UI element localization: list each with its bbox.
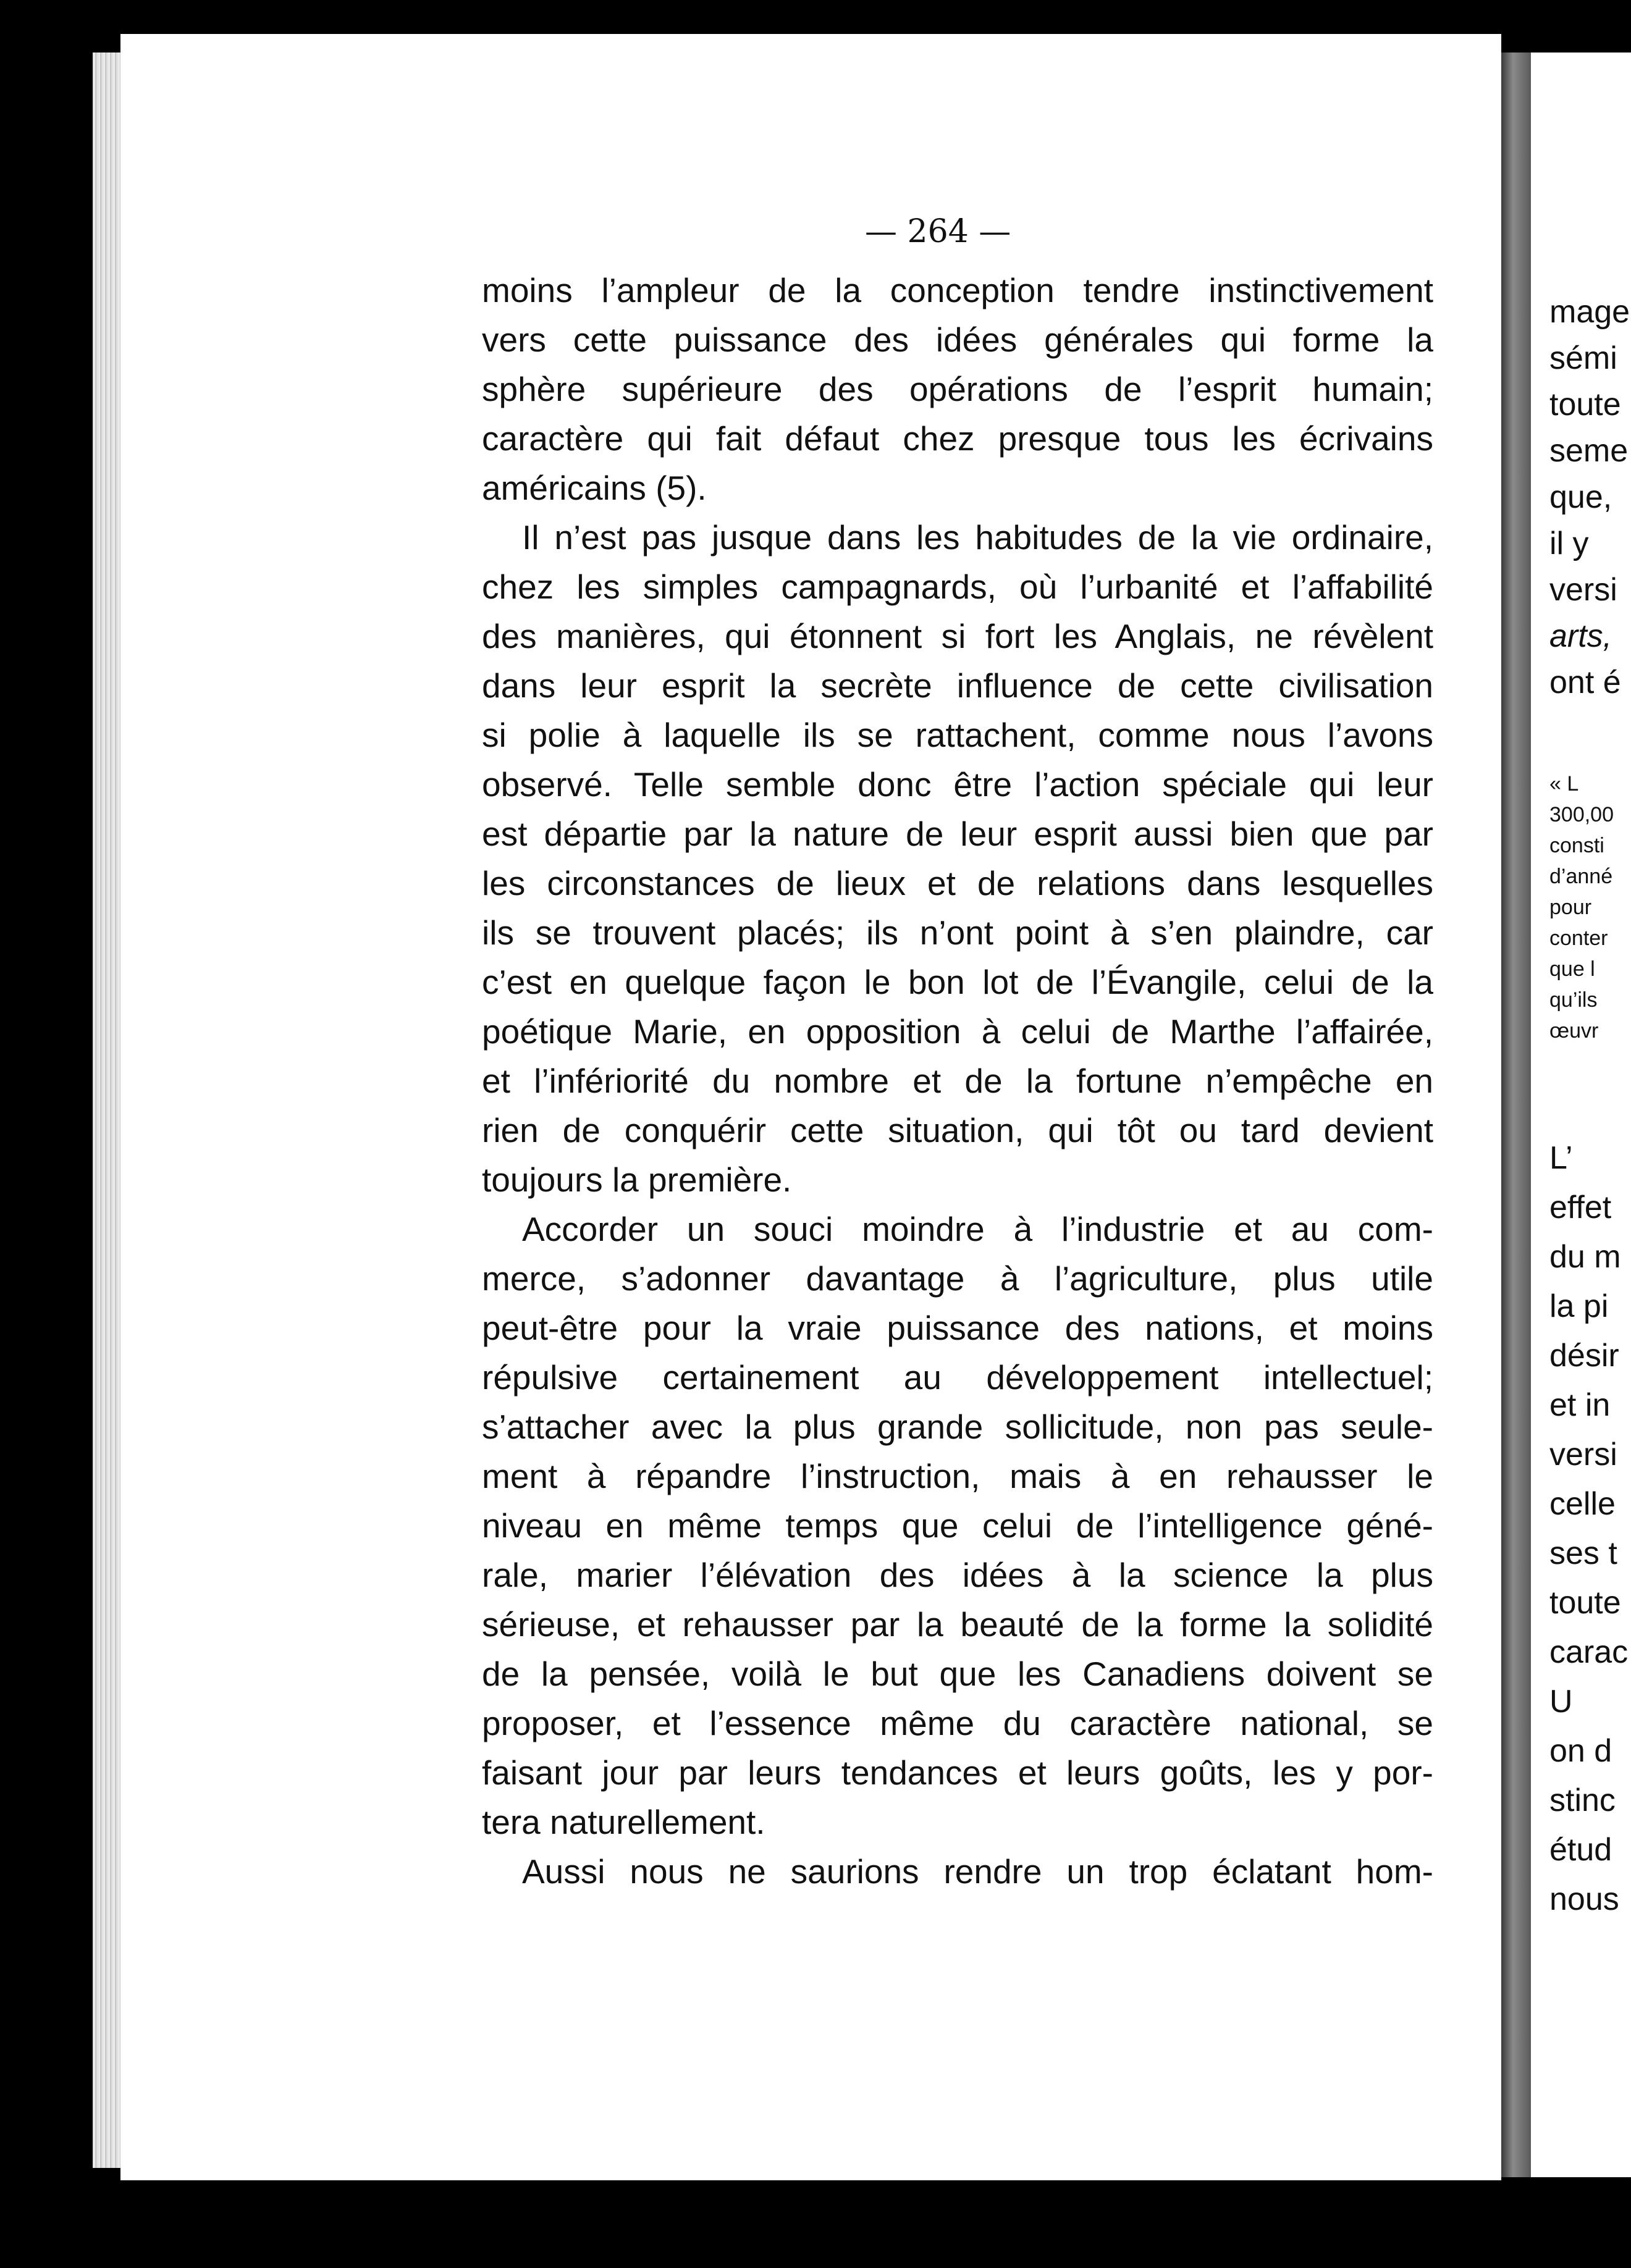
text-line: la pi: [1549, 1288, 1609, 1324]
text-line: répulsive certainement au développement intellectuel;: [482, 1358, 1433, 1396]
text-line: Il n’est pas jusque dans les habitudes de la vie ordinaire,: [522, 518, 1433, 556]
text-line: Accorder un souci moindre à l’industrie et au com-: [522, 1210, 1433, 1248]
book-gutter: [1501, 52, 1531, 2177]
text-line: rien de conquérir cette situation, qui tôt ou tard devient: [482, 1111, 1433, 1149]
text-line: de la pensée, voilà le but que les Canadiens doivent se: [482, 1655, 1433, 1693]
text-line: ont é: [1549, 665, 1621, 700]
text-line: carac: [1549, 1634, 1629, 1670]
text-line: merce, s’adonner davantage à l’agriculture, plus utile: [482, 1259, 1433, 1298]
text-line: si polie à laquelle ils se rattachent, comme nous l’avons: [482, 716, 1433, 754]
text-line: poétique Marie, en opposition à celui de Marthe l’affairée,: [482, 1012, 1433, 1051]
text-line: on d: [1549, 1733, 1612, 1769]
text-line: chez les simples campagnards, où l’urbanité et l’affabilité: [482, 568, 1433, 606]
text-line: vers cette puissance des idées générales qui forme la: [482, 321, 1433, 359]
footnote-line: d’anné: [1549, 865, 1613, 888]
text-line: est départie par la nature de leur esprit aussi bien que par: [482, 815, 1433, 853]
text-line: toujours la première.: [482, 1161, 792, 1199]
text-line: proposer, et l’essence même du caractère national, se: [482, 1704, 1433, 1742]
footnote-line: œuvr: [1549, 1019, 1599, 1043]
page-number: — 264 —: [865, 213, 1011, 250]
text-line: sérieuse, et rehausser par la beauté de la forme la solidité: [482, 1605, 1433, 1644]
text-line: seme: [1549, 433, 1629, 469]
text-line: toute: [1549, 1585, 1621, 1621]
text-line: arts,: [1549, 618, 1612, 654]
text-line: versi: [1549, 572, 1617, 608]
text-line: rale, marier l’élévation des idées à la science la plus: [482, 1556, 1433, 1594]
text-line: et l’infériorité du nombre et de la fortune n’empêche en: [482, 1062, 1433, 1100]
text-line: c’est en quelque façon le bon lot de l’Évangile, celui de la: [482, 963, 1433, 1001]
footnote-line: pour: [1549, 896, 1592, 919]
text-line: ils se trouvent placés; ils n’ont point à s’en plaindre, car: [482, 914, 1433, 952]
footnote-line: conter: [1549, 926, 1608, 950]
text-line: tera naturellement.: [482, 1803, 765, 1841]
text-line: désir: [1549, 1338, 1619, 1374]
text-line: nous: [1549, 1881, 1619, 1917]
text-line: sémi: [1549, 340, 1617, 376]
footnote-line: que l: [1549, 957, 1595, 981]
text-line: mage: [1549, 294, 1630, 330]
text-line: U: [1549, 1684, 1573, 1720]
text-line: Aussi nous ne saurions rendre un trop éclatant hom-: [522, 1852, 1433, 1891]
text-line: que,: [1549, 479, 1612, 515]
text-line: L’: [1549, 1140, 1573, 1176]
text-line: caractère qui fait défaut chez presque tous les écrivains: [482, 419, 1433, 458]
text-line: stinc: [1549, 1783, 1616, 1818]
text-line: celle: [1549, 1486, 1616, 1522]
text-line: faisant jour par leurs tendances et leurs goûts, les y por-: [482, 1754, 1433, 1792]
text-line: ses t: [1549, 1535, 1617, 1571]
text-line: toute: [1549, 387, 1621, 422]
text-line: niveau en même temps que celui de l’intelligence géné-: [482, 1506, 1433, 1545]
footnote-line: 300,00: [1549, 803, 1614, 826]
footnote-line: consti: [1549, 834, 1604, 857]
right-page-fragment: [1531, 52, 1631, 2177]
text-line: versi: [1549, 1437, 1617, 1472]
text-line: étud: [1549, 1832, 1612, 1868]
text-line: ment à répandre l’instruction, mais à en rehausser le: [482, 1457, 1433, 1495]
text-line: peut-être pour la vraie puissance des nations, et moins: [482, 1309, 1433, 1347]
text-line: moins l’ampleur de la conception tendre instinctivement: [482, 271, 1433, 309]
text-line: du m: [1549, 1239, 1621, 1275]
text-line: dans leur esprit la secrète influence de cette civilisation: [482, 666, 1433, 705]
text-line: et in: [1549, 1387, 1611, 1423]
main-text-block: [482, 266, 1433, 1896]
text-line: sphère supérieure des opérations de l’esprit humain;: [482, 370, 1433, 408]
text-line: il y: [1549, 526, 1589, 561]
footnote-line: qu’ils: [1549, 988, 1598, 1012]
footnote-line: « L: [1549, 772, 1579, 796]
text-line: effet: [1549, 1190, 1612, 1225]
text-line: des manières, qui étonnent si fort les Anglais, ne révèlent: [482, 617, 1433, 655]
text-line: s’attacher avec la plus grande sollicitude, non pas seule-: [482, 1408, 1433, 1446]
text-line: observé. Telle semble donc être l’action spéciale qui leur: [482, 765, 1433, 804]
text-line: américains (5).: [482, 469, 707, 507]
text-line: les circonstances de lieux et de relations dans lesquelles: [482, 864, 1433, 902]
